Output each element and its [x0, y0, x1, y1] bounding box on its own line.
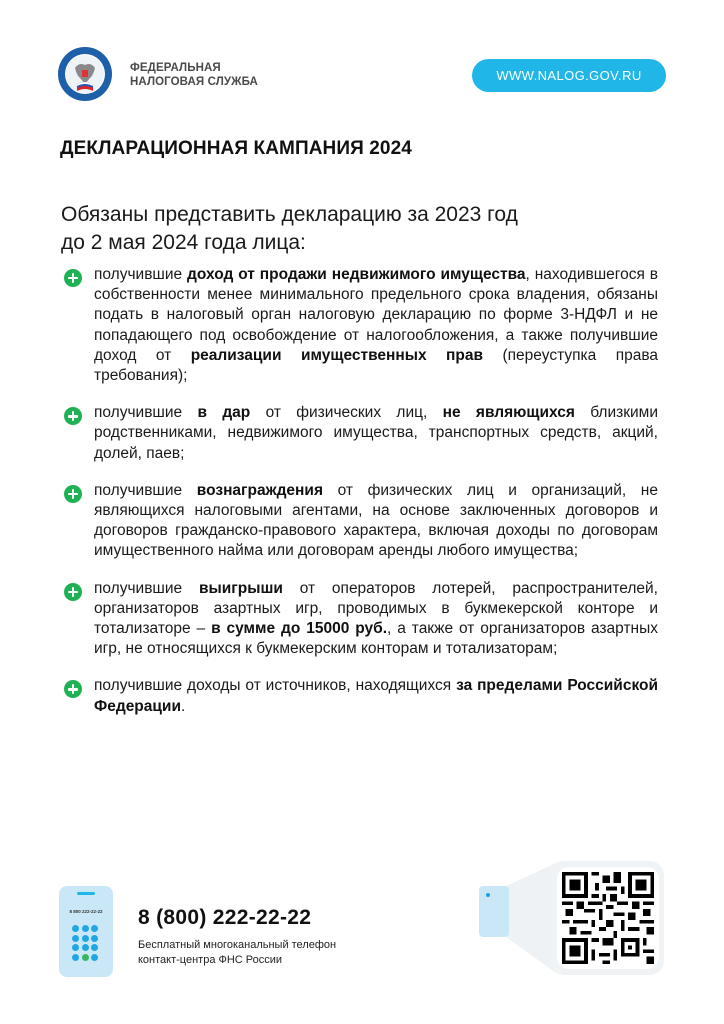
- item-text-bold: выигрыши: [198, 579, 283, 597]
- list-item: [64, 265, 658, 386]
- item-text: получившие: [94, 481, 197, 499]
- item-text: .: [180, 697, 186, 715]
- phone-speaker: [77, 892, 95, 895]
- item-text: от операторов лотерей, распространителей, организаторов азартных игр, проводимых в букмекерской конторе и тотализаторе –: [94, 579, 658, 638]
- item-text: близкими родственниками, недвижимого имущества, транспортных средств, акций, долей, паев;: [94, 404, 658, 462]
- item-text-bold: реализации имущественных прав: [190, 346, 484, 364]
- phone-screen-number: 8 800 222-22-22: [69, 909, 103, 914]
- subtitle: [61, 201, 518, 257]
- qr-block: [478, 855, 668, 980]
- list-item: [64, 481, 658, 562]
- phone-keypad-icon: [59, 886, 113, 977]
- list-item: [64, 579, 658, 660]
- page-title: ДЕКЛАРАЦИОННАЯ КАМПАНИЯ 2024: [60, 138, 412, 159]
- hotline-phone-link[interactable]: 8 (800) 222-22-22: [138, 906, 312, 929]
- item-text-bold: вознаграждения: [196, 481, 323, 499]
- phone-keypad: [72, 925, 98, 961]
- item-text: получившие: [94, 579, 199, 597]
- plus-circle-icon: [64, 583, 82, 601]
- item-text-bold: за пределами Российской Федерации: [94, 677, 659, 715]
- qr-code-icon[interactable]: [562, 872, 654, 964]
- website-link-button[interactable]: WWW.NALOG.GOV.RU: [472, 59, 666, 92]
- item-text: , находившегося в собственности менее минимального предельного срока владения, обязаны подать в налоговый орган налоговую декларацию по форме 3-НДФЛ и не попадающего под освобождение от налогообложения, а также получившие доход от: [94, 266, 658, 364]
- item-text-bold: в дар: [197, 404, 251, 422]
- plus-circle-icon: [64, 269, 82, 287]
- subtitle-line1: Обязаны представить декларацию за 2023 год: [61, 203, 518, 226]
- item-text: получившие: [94, 266, 188, 283]
- item-text: получившие: [94, 404, 198, 422]
- obligation-list: [64, 265, 658, 734]
- org-name-line2: НАЛОГОВАЯ СЛУЖБА: [130, 76, 258, 88]
- hotline-description: [138, 938, 336, 968]
- item-text: от физических лиц,: [250, 404, 443, 422]
- subtitle-line2: до 2 мая 2024 года лица:: [61, 231, 306, 254]
- plus-circle-icon: [64, 680, 82, 698]
- item-text-bold: в сумме до 15000 руб.: [211, 620, 388, 638]
- item-text: , а также от организаторов азартных игр, не относящихся к букмекерским конторам и тотализаторам;: [94, 620, 658, 658]
- plus-circle-icon: [64, 407, 82, 425]
- item-text-bold: не являющихся: [442, 404, 575, 422]
- item-text: (переуступка права требования);: [94, 346, 659, 385]
- item-text-bold: доход от продажи недвижимого имущества: [187, 266, 526, 283]
- item-text: получившие доходы от источников, находящихся: [94, 677, 457, 695]
- hotline-desc-line2: контакт-центра ФНС России: [138, 954, 283, 966]
- mini-phone-icon: [479, 886, 509, 937]
- plus-circle-icon: [64, 485, 82, 503]
- list-item: [64, 403, 658, 464]
- fns-emblem-icon: [57, 46, 113, 102]
- item-text: от физических лиц и организаций, не являющихся налоговыми агентами, на основе заключенных договоров и договоров гражданско-правового характера, включая доходы по договорам имущественного найма или договорам аренды любого имущества;: [94, 481, 658, 560]
- hotline-desc-line1: Бесплатный многоканальный телефон: [138, 939, 337, 951]
- org-name-line1: ФЕДЕРАЛЬНАЯ: [130, 62, 221, 74]
- list-item: [64, 676, 658, 716]
- org-name: [130, 61, 258, 89]
